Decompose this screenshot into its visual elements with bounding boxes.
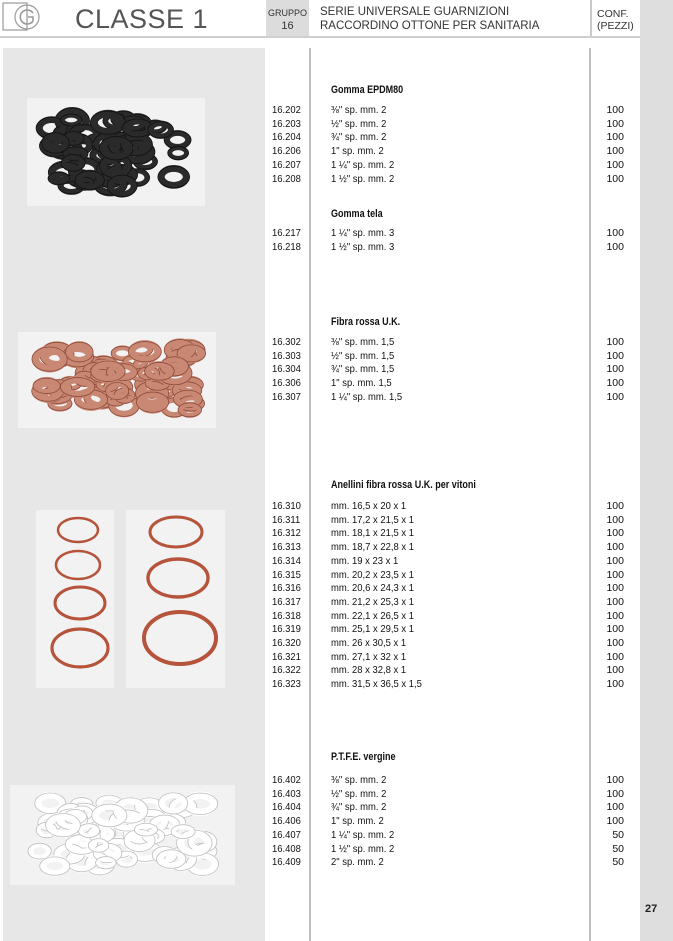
article-description: mm. 25,1 x 29,5 x 1 <box>331 623 414 636</box>
table-row <box>0 664 640 678</box>
brand-logo-icon <box>2 2 42 32</box>
article-code: 16.206 <box>272 145 301 158</box>
article-description: 2" sp. mm. 2 <box>331 856 384 869</box>
section-title: Fibra rossa U.K. <box>331 316 401 328</box>
table-row <box>0 651 640 665</box>
article-description: mm. 27,1 x 32 x 1 <box>331 650 407 663</box>
article-code: 16.304 <box>272 363 301 376</box>
article-description: ¾" sp. mm. 2 <box>331 801 387 814</box>
article-description: mm. 17,2 x 21,5 x 1 <box>331 513 414 526</box>
gruppo-box <box>266 0 309 38</box>
pack-quantity: 100 <box>606 390 624 403</box>
table-row <box>0 555 640 569</box>
table-row <box>0 801 640 815</box>
section-title: Gomma EPDM80 <box>331 84 404 96</box>
table-row <box>0 514 640 528</box>
table-row <box>0 774 640 788</box>
gruppo-number: 16 <box>281 20 294 32</box>
right-margin-band <box>640 0 673 941</box>
table-row <box>0 131 640 145</box>
article-code: 16.310 <box>272 500 301 512</box>
article-description: 1" sp. mm. 2 <box>331 145 384 158</box>
article-code: 16.403 <box>272 787 301 800</box>
pack-quantity: 100 <box>606 774 624 786</box>
article-description: mm. 26 x 30,5 x 1 <box>331 637 407 649</box>
article-description: ¾" sp. mm. 2 <box>331 131 387 144</box>
pack-quantity: 50 <box>612 828 624 841</box>
table-row <box>0 541 640 555</box>
pack-quantity: 100 <box>606 568 624 581</box>
pack-quantity: 100 <box>606 104 624 116</box>
table-row <box>0 582 640 596</box>
table-row <box>0 610 640 624</box>
table-row <box>0 159 640 173</box>
table-row <box>0 788 640 802</box>
pack-quantity: 100 <box>606 131 624 144</box>
article-description: mm. 18,7 x 22,8 x 1 <box>331 541 414 554</box>
article-code: 16.217 <box>272 227 301 239</box>
article-code: 16.303 <box>272 349 301 362</box>
section-title: P.T.F.E. vergine <box>331 751 396 763</box>
article-code: 16.204 <box>272 131 301 144</box>
table-row <box>0 815 640 829</box>
table-row <box>0 527 640 541</box>
article-description: 1" sp. mm. 1,5 <box>331 377 392 390</box>
pack-quantity: 100 <box>606 637 624 649</box>
article-code: 16.320 <box>272 637 301 649</box>
article-description: mm. 19 x 23 x 1 <box>331 554 399 567</box>
article-code: 16.323 <box>272 678 301 691</box>
pack-quantity: 50 <box>612 856 624 869</box>
section-title: Anellini fibra rossa U.K. per vitoni <box>331 479 476 491</box>
pack-quantity: 100 <box>606 172 624 185</box>
section-title: Gomma tela <box>331 208 383 220</box>
pack-quantity: 100 <box>606 609 624 622</box>
article-description: ½" sp. mm. 2 <box>331 787 387 800</box>
article-description: 1 ¼" sp. mm. 2 <box>331 828 395 841</box>
pack-quantity: 100 <box>606 500 624 512</box>
table-row <box>0 569 640 583</box>
article-description: ½" sp. mm. 1,5 <box>331 349 395 362</box>
article-description: mm. 18,1 x 21,5 x 1 <box>331 527 414 540</box>
article-code: 16.202 <box>272 104 301 116</box>
article-code: 16.316 <box>272 582 301 595</box>
table-row <box>0 145 640 159</box>
table-row <box>0 173 640 187</box>
article-description: mm. 22,1 x 26,5 x 1 <box>331 609 414 622</box>
article-code: 16.402 <box>272 774 301 786</box>
pack-quantity: 100 <box>606 240 624 253</box>
conf-line-1: CONF. <box>597 8 629 20</box>
table-row <box>0 678 640 692</box>
article-description: 1 ½" sp. mm. 3 <box>331 240 395 253</box>
pack-quantity: 100 <box>606 541 624 554</box>
gruppo-label: GRUPPO <box>267 8 307 18</box>
table-row <box>0 350 640 364</box>
conf-header <box>597 8 634 32</box>
article-code: 16.207 <box>272 158 301 171</box>
article-code: 16.322 <box>272 664 301 677</box>
table-row <box>0 377 640 391</box>
article-description: 1" sp. mm. 2 <box>331 815 384 828</box>
pack-quantity: 100 <box>606 595 624 608</box>
article-code: 16.315 <box>272 568 301 581</box>
article-description: mm. 20,6 x 24,3 x 1 <box>331 582 414 595</box>
article-description: mm. 16,5 x 20 x 1 <box>331 500 407 512</box>
page-title: CLASSE 1 <box>75 4 209 34</box>
table-row <box>0 843 640 857</box>
pack-quantity: 100 <box>606 117 624 130</box>
pack-quantity: 100 <box>606 664 624 677</box>
pack-quantity: 100 <box>606 363 624 376</box>
pack-quantity: 100 <box>606 815 624 828</box>
article-description: ⅜" sp. mm. 1,5 <box>331 336 395 348</box>
article-code: 16.306 <box>272 377 301 390</box>
article-description: ⅜" sp. mm. 2 <box>331 104 387 116</box>
header-divider <box>590 0 592 38</box>
article-code: 16.318 <box>272 609 301 622</box>
table-row <box>0 623 640 637</box>
article-code: 16.408 <box>272 842 301 855</box>
pack-quantity: 100 <box>606 158 624 171</box>
table-row <box>0 363 640 377</box>
article-code: 16.307 <box>272 390 301 403</box>
pack-quantity: 100 <box>606 678 624 691</box>
article-description: 1 ¼" sp. mm. 2 <box>331 158 395 171</box>
conf-line-2: (PEZZI) <box>597 20 634 32</box>
article-code: 16.314 <box>272 554 301 567</box>
article-code: 16.406 <box>272 815 301 828</box>
series-line-1: SERIE UNIVERSALE GUARNIZIONI <box>320 6 510 18</box>
pack-quantity: 100 <box>606 336 624 348</box>
article-code: 16.208 <box>272 172 301 185</box>
article-code: 16.302 <box>272 336 301 348</box>
article-code: 16.319 <box>272 623 301 636</box>
table-row <box>0 227 640 241</box>
pack-quantity: 100 <box>606 227 624 239</box>
series-title <box>320 6 539 33</box>
table-row <box>0 336 640 350</box>
article-description: mm. 20,2 x 23,5 x 1 <box>331 568 414 581</box>
article-code: 16.311 <box>272 513 301 526</box>
article-description: 1 ½" sp. mm. 2 <box>331 842 395 855</box>
article-description: 1 ¼" sp. mm. 1,5 <box>331 390 403 403</box>
pack-quantity: 100 <box>606 787 624 800</box>
article-description: ½" sp. mm. 2 <box>331 117 387 130</box>
pack-quantity: 100 <box>606 513 624 526</box>
article-description: mm. 31,5 x 36,5 x 1,5 <box>331 678 422 691</box>
article-description: mm. 21,2 x 25,3 x 1 <box>331 595 414 608</box>
article-code: 16.321 <box>272 650 301 663</box>
pack-quantity: 100 <box>606 349 624 362</box>
page-number: 27 <box>645 903 658 915</box>
pack-quantity: 100 <box>606 650 624 663</box>
article-code: 16.312 <box>272 527 301 540</box>
article-code: 16.409 <box>272 856 301 869</box>
table-row <box>0 637 640 651</box>
table-row <box>0 391 640 405</box>
article-description: ⅜" sp. mm. 2 <box>331 774 387 786</box>
header-rule <box>0 36 640 38</box>
article-description: mm. 28 x 32,8 x 1 <box>331 664 407 677</box>
pack-quantity: 100 <box>606 527 624 540</box>
article-code: 16.218 <box>272 240 301 253</box>
pack-quantity: 100 <box>606 554 624 567</box>
table-row <box>0 104 640 118</box>
article-code: 16.317 <box>272 595 301 608</box>
pack-quantity: 100 <box>606 623 624 636</box>
pack-quantity: 100 <box>606 145 624 158</box>
article-code: 16.203 <box>272 117 301 130</box>
pack-quantity: 100 <box>606 582 624 595</box>
table-row <box>0 241 640 255</box>
table-row <box>0 596 640 610</box>
article-code: 16.313 <box>272 541 301 554</box>
pack-quantity: 100 <box>606 377 624 390</box>
series-line-2: RACCORDINO OTTONE PER SANITARIA <box>320 19 540 32</box>
pack-quantity: 50 <box>612 842 624 855</box>
table-row <box>0 118 640 132</box>
table-row <box>0 500 640 514</box>
table-row <box>0 829 640 843</box>
article-code: 16.407 <box>272 828 301 841</box>
table-row <box>0 856 640 870</box>
article-description: 1 ½" sp. mm. 2 <box>331 172 395 185</box>
article-code: 16.404 <box>272 801 301 814</box>
pack-quantity: 100 <box>606 801 624 814</box>
article-description: ¾" sp. mm. 1,5 <box>331 363 395 376</box>
article-description: 1 ¼" sp. mm. 3 <box>331 227 395 239</box>
